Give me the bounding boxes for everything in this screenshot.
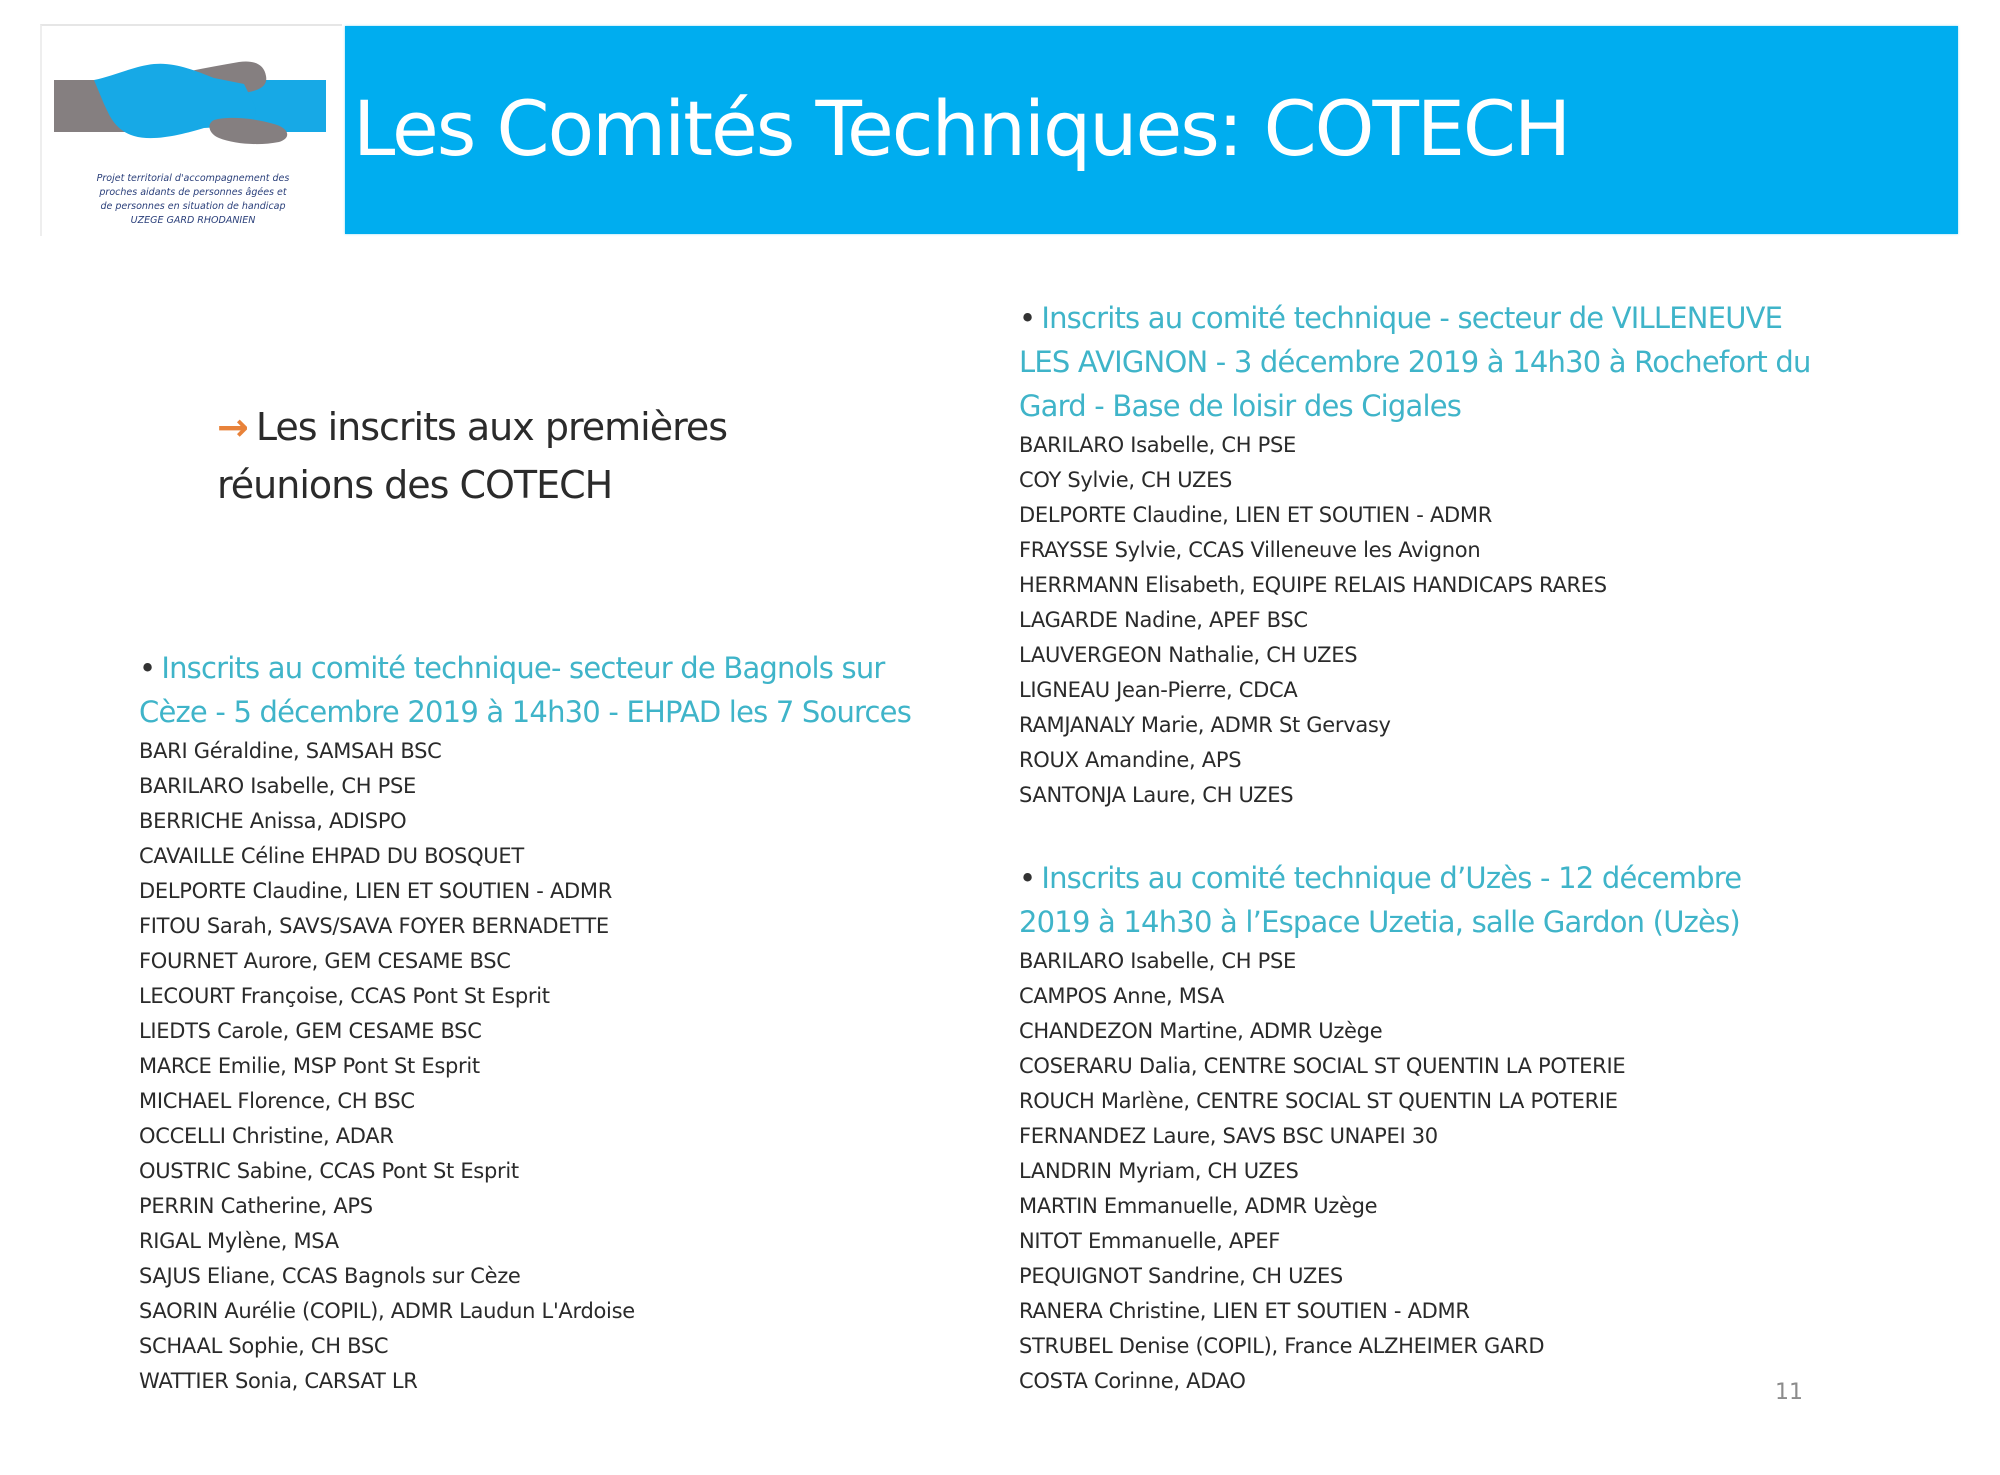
list-item: FITOU Sarah, SAVS/SAVA FOYER BERNADETTE [139,914,609,938]
attendee-list [139,734,999,1399]
list-item: BARI Géraldine, SAMSAH BSC [139,739,442,763]
list-item: MARTIN Emmanuelle, ADMR Uzège [1019,1194,1378,1218]
list-item: RANERA Christine, LIEN ET SOUTIEN - ADMR [1019,1299,1470,1323]
list-item: NITOT Emmanuelle, APEF [1019,1229,1281,1253]
subtitle-line-1 [217,398,727,456]
list-item: HERRMANN Elisabeth, EQUIPE RELAIS HANDICAPS RARES [1019,573,1607,597]
heading-line: Cèze - 5 décembre 2019 à 14h30 - EHPAD les 7 Sources [139,695,912,729]
list-item: OCCELLI Christine, ADAR [139,1124,394,1148]
heading-line: Inscrits au comité technique- secteur de Bagnols sur [161,651,885,685]
bullet-icon: • [1019,861,1036,895]
list-item: STRUBEL Denise (COPIL), France ALZHEIMER GARD [1019,1334,1545,1358]
list-item: LIEDTS Carole, GEM CESAME BSC [139,1019,482,1043]
list-item: CAMPOS Anne, MSA [1019,984,1225,1008]
list-item: PERRIN Catherine, APS [139,1194,373,1218]
list-item: SCHAAL Sophie, CH BSC [139,1334,389,1358]
list-item: LECOURT Françoise, CCAS Pont St Esprit [139,984,550,1008]
logo-caption-line: proches aidants de personnes âgées et [99,187,287,198]
heading-line: Inscrits au comité technique - secteur de VILLENEUVE [1041,301,1783,335]
section-heading [1019,856,1939,944]
list-item: COY Sylvie, CH UZES [1019,468,1233,492]
list-item: LAGARDE Nadine, APEF BSC [1019,608,1308,632]
list-item: BARILARO Isabelle, CH PSE [1019,433,1296,457]
heading-line: Inscrits au comité technique d’Uzès - 12 décembre [1041,861,1742,895]
title-bar [345,26,1958,234]
logo [40,24,342,236]
list-item: DELPORTE Claudine, LIEN ET SOUTIEN - ADMR [1019,503,1493,527]
logo-caption-line: Projet territorial d'accompagnement des [96,173,290,184]
list-item: ROUCH Marlène, CENTRE SOCIAL ST QUENTIN LA POTERIE [1019,1089,1618,1113]
list-item: FOURNET Aurore, GEM CESAME BSC [139,949,511,973]
section-heading [139,646,999,734]
heading-line: 2019 à 14h30 à l’Espace Uzetia, salle Gardon (Uzès) [1019,905,1740,939]
bullet-icon: • [1019,301,1036,335]
section-uzes [1019,856,1939,1399]
list-item: OUSTRIC Sabine, CCAS Pont St Esprit [139,1159,519,1183]
subtitle-text: Les inscrits aux premières [255,405,728,449]
logo-caption [46,172,340,228]
heading-line: Gard - Base de loisir des Cigales [1019,389,1462,423]
list-item: MARCE Emilie, MSP Pont St Esprit [139,1054,480,1078]
page-number: 11 [1775,1380,1803,1405]
list-item: BERRICHE Anissa, ADISPO [139,809,407,833]
logo-caption-line: de personnes en situation de handicap [100,201,286,212]
list-item: DELPORTE Claudine, LIEN ET SOUTIEN - ADMR [139,879,613,903]
list-item: COSERARU Dalia, CENTRE SOCIAL ST QUENTIN LA POTERIE [1019,1054,1626,1078]
subtitle-line-2: réunions des COTECH [217,463,613,507]
attendee-list [1019,428,1939,813]
logo-caption-line: UZEGE GARD RHODANIEN [130,215,256,226]
section-heading [1019,296,1939,428]
list-item: SAORIN Aurélie (COPIL), ADMR Laudun L'Ardoise [139,1299,635,1323]
list-item: ROUX Amandine, APS [1019,748,1242,772]
list-item: PEQUIGNOT Sandrine, CH UZES [1019,1264,1343,1288]
list-item: CHANDEZON Martine, ADMR Uzège [1019,1019,1383,1043]
list-item: CAVAILLE Céline EHPAD DU BOSQUET [139,844,524,868]
list-item: FRAYSSE Sylvie, CCAS Villeneuve les Avignon [1019,538,1481,562]
heading-line: LES AVIGNON - 3 décembre 2019 à 14h30 à Rochefort du [1019,345,1811,379]
list-item: BARILARO Isabelle, CH PSE [139,774,416,798]
subtitle [217,398,727,514]
list-item: BARILARO Isabelle, CH PSE [1019,949,1296,973]
bullet-icon: • [139,651,156,685]
list-item: FERNANDEZ Laure, SAVS BSC UNAPEI 30 [1019,1124,1438,1148]
list-item: SAJUS Eliane, CCAS Bagnols sur Cèze [139,1264,521,1288]
section-villeneuve [1019,296,1939,813]
list-item: COSTA Corinne, ADAO [1019,1369,1246,1393]
attendee-list [1019,944,1939,1399]
list-item: LANDRIN Myriam, CH UZES [1019,1159,1299,1183]
list-item: WATTIER Sonia, CARSAT LR [139,1369,418,1393]
list-item: RAMJANALY Marie, ADMR St Gervasy [1019,713,1391,737]
arrow-right-icon: → [217,405,248,449]
slide-title: Les Comités Techniques: COTECH [353,84,1570,173]
list-item: RIGAL Mylène, MSA [139,1229,339,1253]
list-item: LAUVERGEON Nathalie, CH UZES [1019,643,1358,667]
list-item: SANTONJA Laure, CH UZES [1019,783,1294,807]
list-item: MICHAEL Florence, CH BSC [139,1089,415,1113]
handshake-icon [54,54,326,154]
section-bagnols [139,646,999,1399]
list-item: LIGNEAU Jean-Pierre, CDCA [1019,678,1298,702]
